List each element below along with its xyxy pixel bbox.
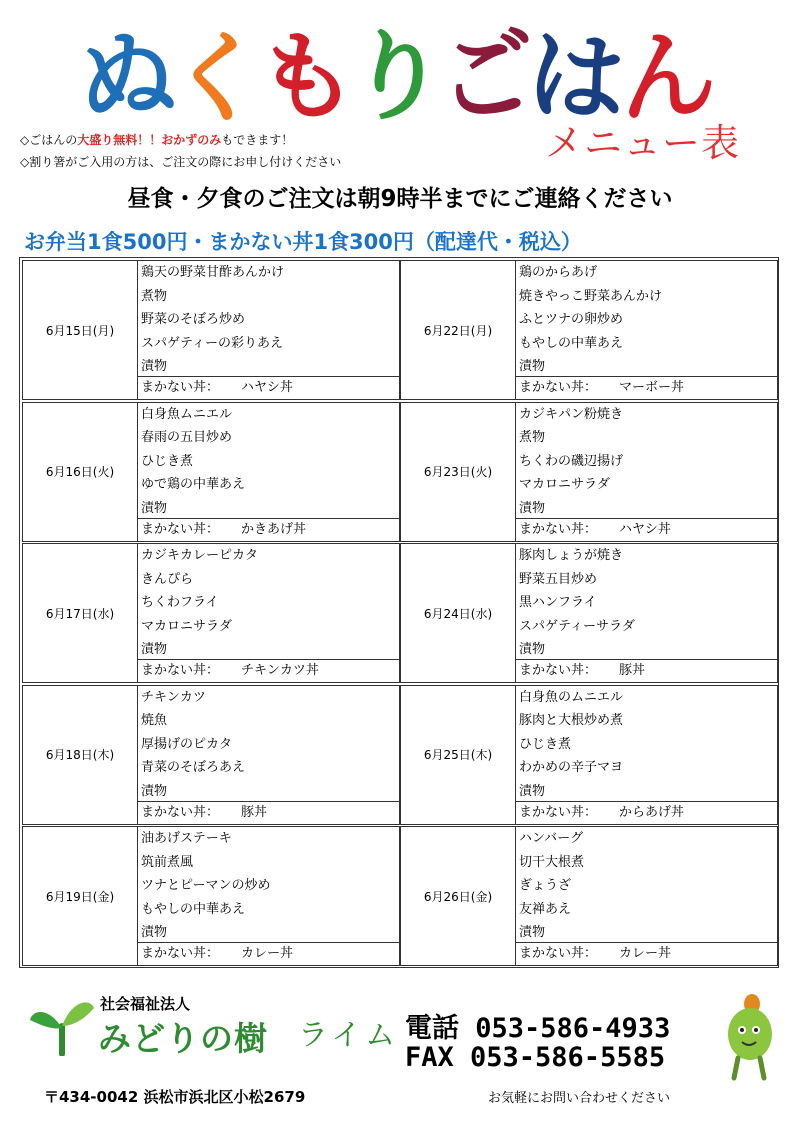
title-char: は — [523, 17, 623, 139]
menu-day-block — [400, 543, 778, 683]
makanai-dish: かきあげ丼 — [241, 521, 307, 537]
dish-item: ちくわの磯辺揚げ — [519, 453, 624, 469]
menu-date: 6月22日(月) — [401, 261, 516, 399]
title-char: も — [253, 17, 353, 139]
makanai-dish: ハヤシ丼 — [241, 380, 293, 395]
note-chopsticks: ◇割り箸がご入用の方は、ご注文の際にお申し付けください — [20, 155, 342, 169]
menu-day-block — [400, 826, 778, 966]
menu-day-block — [22, 260, 400, 400]
dish-item: 豚肉しょうが焼き — [519, 548, 624, 563]
title-char: ぬ — [73, 17, 173, 139]
makanai-dish: カレー丼 — [241, 946, 294, 961]
order-deadline-heading: 昼食・夕食のご注文は朝9時半までにご連絡ください — [127, 186, 673, 212]
dish-item: ちくわフライ — [141, 595, 219, 610]
dish-list — [137, 403, 399, 521]
dish-item: 漬物 — [519, 783, 546, 799]
dish-item: 煮物 — [141, 288, 168, 304]
dish-item: ひじき煮 — [519, 736, 572, 752]
makanai-label: まかない丼： — [519, 663, 598, 678]
dish-item: マカロニサラダ — [141, 618, 232, 634]
dish-item: ツナとピーマンの炒め — [141, 878, 271, 893]
dish-list — [515, 686, 777, 804]
menu-day-block — [22, 543, 400, 683]
makanai-label: まかない丼： — [141, 663, 220, 678]
menu-day-block — [400, 402, 778, 542]
dish-item: カジキパン粉焼き — [519, 406, 624, 422]
dish-item: 厚揚げのピカタ — [141, 736, 233, 752]
makanai-row — [515, 376, 777, 399]
dish-item: 焼きやっこ野菜あんかけ — [519, 288, 663, 304]
dish-item: ハンバーグ — [519, 831, 584, 846]
makanai-dish: チキンカツ丼 — [241, 663, 319, 678]
dish-list — [137, 261, 399, 379]
note-text: ◇ごはんの — [20, 133, 78, 147]
menu-date: 6月25日(木) — [401, 686, 516, 824]
dish-list — [137, 827, 399, 945]
makanai-row — [515, 801, 777, 824]
dish-item: 漬物 — [519, 500, 546, 516]
makanai-dish: 豚丼 — [619, 663, 646, 678]
menu-table — [19, 257, 779, 968]
price-heading: お弁当1食500円・まかない丼1食300円（配達代・税込） — [24, 230, 582, 254]
dish-item: 漬物 — [141, 642, 168, 657]
dish-list — [515, 403, 777, 521]
dish-item: マカロニサラダ — [519, 477, 610, 492]
dish-item: 豚肉と大根炒め煮 — [519, 713, 624, 728]
fax-number: FAX 053-586-5585 — [405, 1042, 666, 1073]
menu-date: 6月16日(火) — [23, 403, 138, 541]
makanai-label: まかない丼： — [519, 521, 598, 537]
makanai-row — [137, 518, 399, 541]
dish-item: 春雨の五目炒め — [141, 430, 233, 445]
org-type: 社会福祉法人 — [100, 995, 191, 1013]
makanai-row — [137, 376, 399, 399]
note-large-portion — [20, 132, 293, 148]
menu-date: 6月26日(金) — [401, 827, 516, 965]
menu-day-block — [400, 260, 778, 400]
makanai-row — [515, 518, 777, 541]
dish-item: 漬物 — [141, 783, 168, 799]
dish-list — [515, 544, 777, 662]
facility-name: ライム — [298, 1018, 400, 1053]
dish-item: きんぴら — [141, 571, 194, 587]
dish-item: 油あげステーキ — [141, 831, 232, 846]
dish-item: もやしの中華あえ — [141, 901, 246, 917]
dish-item: 筑前煮風 — [141, 854, 194, 870]
dish-item: カジキカレーピカタ — [141, 548, 259, 563]
menu-date: 6月24日(水) — [401, 544, 516, 682]
title-char: く — [163, 17, 263, 139]
menu-date: 6月23日(火) — [401, 403, 516, 541]
menu-day-block — [22, 685, 400, 825]
makanai-dish: 豚丼 — [241, 804, 268, 820]
makanai-row — [137, 659, 399, 682]
dish-item: 煮物 — [519, 430, 546, 445]
dish-item: スパゲティーの彩りあえ — [141, 335, 283, 351]
menu-date: 6月19日(金) — [23, 827, 138, 965]
dish-item: 白身魚のムニエル — [519, 689, 624, 705]
dish-item: ひじき煮 — [141, 453, 194, 469]
menu-day-block — [400, 685, 778, 825]
menu-day-block — [22, 402, 400, 542]
makanai-dish: からあげ丼 — [619, 804, 685, 820]
lime-mascot-icon — [722, 992, 778, 1082]
note-text: もできます！ — [221, 133, 294, 147]
dish-item: 漬物 — [141, 500, 168, 516]
dish-list — [137, 544, 399, 662]
postal-address: 〒434-0042 浜松市浜北区小松2679 — [44, 1088, 306, 1106]
dish-item: 漬物 — [519, 925, 546, 940]
dish-item: 漬物 — [519, 642, 546, 657]
dish-item: 漬物 — [141, 925, 168, 940]
makanai-row — [137, 801, 399, 824]
dish-item: 焼魚 — [141, 713, 168, 728]
makanai-label: まかない丼： — [141, 521, 220, 537]
note-highlight: 大盛り無料！！おかずのみ — [77, 133, 222, 147]
dish-item: 青菜のそぼろあえ — [141, 760, 246, 775]
contact-note: お気軽にお問い合わせください — [488, 1091, 671, 1106]
makanai-label: まかない丼： — [519, 804, 598, 820]
menu-day-block — [22, 826, 400, 966]
dish-item: わかめの辛子マヨ — [519, 760, 624, 775]
dish-item: 黒ハンフライ — [519, 595, 597, 610]
dish-item: ふとツナの卵炒め — [519, 312, 624, 327]
sprout-logo-icon — [28, 996, 96, 1056]
dish-item: 野菜のそぼろ炒め — [141, 312, 246, 327]
makanai-label: まかない丼： — [519, 380, 598, 395]
phone-number: 電話 053-586-4933 — [405, 1013, 671, 1044]
dish-item: もやしの中華あえ — [519, 335, 624, 351]
page-subtitle: メニュー表 — [545, 121, 741, 165]
dish-item: 野菜五目炒め — [519, 571, 598, 587]
makanai-row — [515, 659, 777, 682]
makanai-dish: マーボー丼 — [619, 380, 685, 395]
dish-item: 切干大根煮 — [519, 854, 585, 870]
makanai-label: まかない丼： — [141, 380, 220, 395]
dish-item: 漬物 — [519, 359, 546, 374]
dish-item: 漬物 — [141, 359, 168, 374]
dish-item: ゆで鶏の中華あえ — [141, 477, 246, 492]
menu-date: 6月15日(月) — [23, 261, 138, 399]
dish-item: 白身魚ムニエル — [141, 406, 233, 422]
dish-item: スパゲティーサラダ — [519, 618, 635, 634]
dish-item: 鶏天の野菜甘酢あんかけ — [141, 265, 285, 280]
dish-list — [515, 261, 777, 379]
title-char: り — [343, 17, 443, 139]
dish-item: 鶏のからあげ — [519, 265, 598, 280]
dish-item: チキンカツ — [141, 689, 206, 705]
dish-list — [137, 686, 399, 804]
dish-item: 友禅あえ — [519, 901, 572, 917]
org-name: みどりの樹 — [98, 1019, 268, 1058]
makanai-dish: ハヤシ丼 — [619, 521, 671, 537]
menu-date: 6月18日(木) — [23, 686, 138, 824]
makanai-dish: カレー丼 — [619, 946, 672, 961]
makanai-label: まかない丼： — [519, 946, 598, 961]
makanai-row — [137, 942, 399, 965]
makanai-label: まかない丼： — [141, 946, 220, 961]
makanai-row — [515, 942, 777, 965]
title-char: ん — [613, 17, 713, 139]
dish-list — [515, 827, 777, 945]
dish-item: ぎょうざ — [519, 878, 572, 893]
title-char: ご — [433, 17, 533, 139]
menu-date: 6月17日(水) — [23, 544, 138, 682]
makanai-label: まかない丼： — [141, 804, 220, 820]
